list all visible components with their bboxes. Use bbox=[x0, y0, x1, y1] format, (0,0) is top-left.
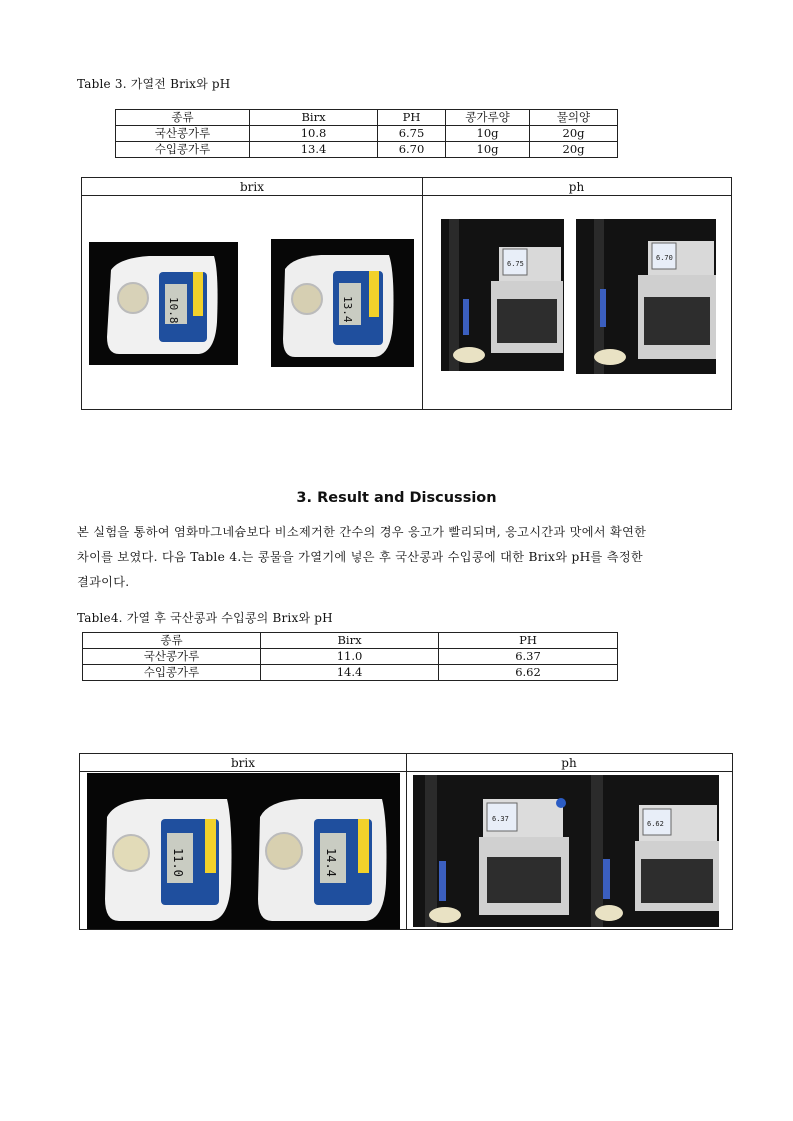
brix-reading-text: 11.0 bbox=[171, 848, 185, 877]
table-row bbox=[83, 665, 618, 681]
paragraph-line: 결과이다. bbox=[77, 575, 130, 589]
ph-reading-text: 6.37 bbox=[492, 815, 509, 823]
table-header-row bbox=[83, 633, 618, 649]
table-header-cell: 콩가루양 bbox=[446, 110, 530, 126]
table-cell: 20g bbox=[530, 126, 618, 142]
ph-reading-text: 6.62 bbox=[647, 820, 664, 828]
paragraph-line: 본 실험을 통하여 염화마그네슘보다 비소제거한 간수의 경우 응고가 빨리되며, 응고시간과 맛에서 확연한 bbox=[77, 525, 647, 539]
ph-reading-text: 6.70 bbox=[656, 254, 673, 262]
table4-caption: Table4. 가열 후 국산콩과 수입콩의 Brix와 pH bbox=[77, 611, 333, 625]
table-cell: 6.70 bbox=[378, 142, 446, 158]
refractometer-photo bbox=[87, 773, 244, 929]
table-cell: 6.62 bbox=[439, 665, 618, 681]
table-header-row bbox=[116, 110, 618, 126]
paragraph-line: 차이를 보였다. 다음 Table 4.는 콩물을 가열기에 넣은 후 국산콩과 수입콩에 대한 Brix와 pH를 측정한 bbox=[77, 550, 643, 564]
table-header-cell: PH bbox=[378, 110, 446, 126]
table3 bbox=[115, 109, 618, 158]
table-header-cell: PH bbox=[439, 633, 618, 649]
table-header-cell: Birx bbox=[261, 633, 439, 649]
figure2-brix-header: brix bbox=[80, 754, 406, 772]
figure2-frame bbox=[79, 753, 733, 930]
table3-caption: Table 3. 가열전 Brix와 pH bbox=[77, 77, 231, 91]
table-header-cell: Birx bbox=[250, 110, 378, 126]
table-cell: 13.4 bbox=[250, 142, 378, 158]
table-cell: 국산콩가루 bbox=[116, 126, 250, 142]
ph-meter-photo bbox=[441, 219, 564, 371]
table-cell: 11.0 bbox=[261, 649, 439, 665]
table-header-cell: 종류 bbox=[83, 633, 261, 649]
figure2-ph-header: ph bbox=[406, 754, 732, 772]
table4 bbox=[82, 632, 618, 681]
table-cell: 10.8 bbox=[250, 126, 378, 142]
ph-meter-photo bbox=[576, 219, 716, 374]
section-heading: 3. Result and Discussion bbox=[296, 490, 497, 506]
section-paragraph bbox=[77, 520, 735, 595]
refractometer-photo bbox=[244, 773, 400, 929]
table-cell: 6.75 bbox=[378, 126, 446, 142]
brix-reading-text: 13.4 bbox=[341, 296, 354, 323]
table-cell: 20g bbox=[530, 142, 618, 158]
figure1-ph-header: ph bbox=[422, 178, 731, 196]
figure1-frame bbox=[81, 177, 732, 410]
table-cell: 10g bbox=[446, 142, 530, 158]
table-header-cell: 물의양 bbox=[530, 110, 618, 126]
figure1-divider bbox=[422, 178, 423, 409]
table-cell: 수입콩가루 bbox=[116, 142, 250, 158]
refractometer-photo bbox=[89, 242, 238, 365]
table-row bbox=[116, 126, 618, 142]
figure2-divider bbox=[406, 754, 407, 929]
table-cell: 국산콩가루 bbox=[83, 649, 261, 665]
table-header-cell: 종류 bbox=[116, 110, 250, 126]
table-cell: 6.37 bbox=[439, 649, 618, 665]
brix-reading-text: 10.8 bbox=[167, 297, 180, 324]
ph-meter-photo bbox=[413, 775, 719, 927]
figure1-brix-header: brix bbox=[82, 178, 422, 196]
table-cell: 10g bbox=[446, 126, 530, 142]
ph-reading-text: 6.75 bbox=[507, 260, 524, 268]
refractometer-photo bbox=[271, 239, 414, 367]
table-row bbox=[116, 142, 618, 158]
table-row bbox=[83, 649, 618, 665]
table-cell: 수입콩가루 bbox=[83, 665, 261, 681]
brix-reading-text: 14.4 bbox=[324, 848, 338, 877]
table-cell: 14.4 bbox=[261, 665, 439, 681]
